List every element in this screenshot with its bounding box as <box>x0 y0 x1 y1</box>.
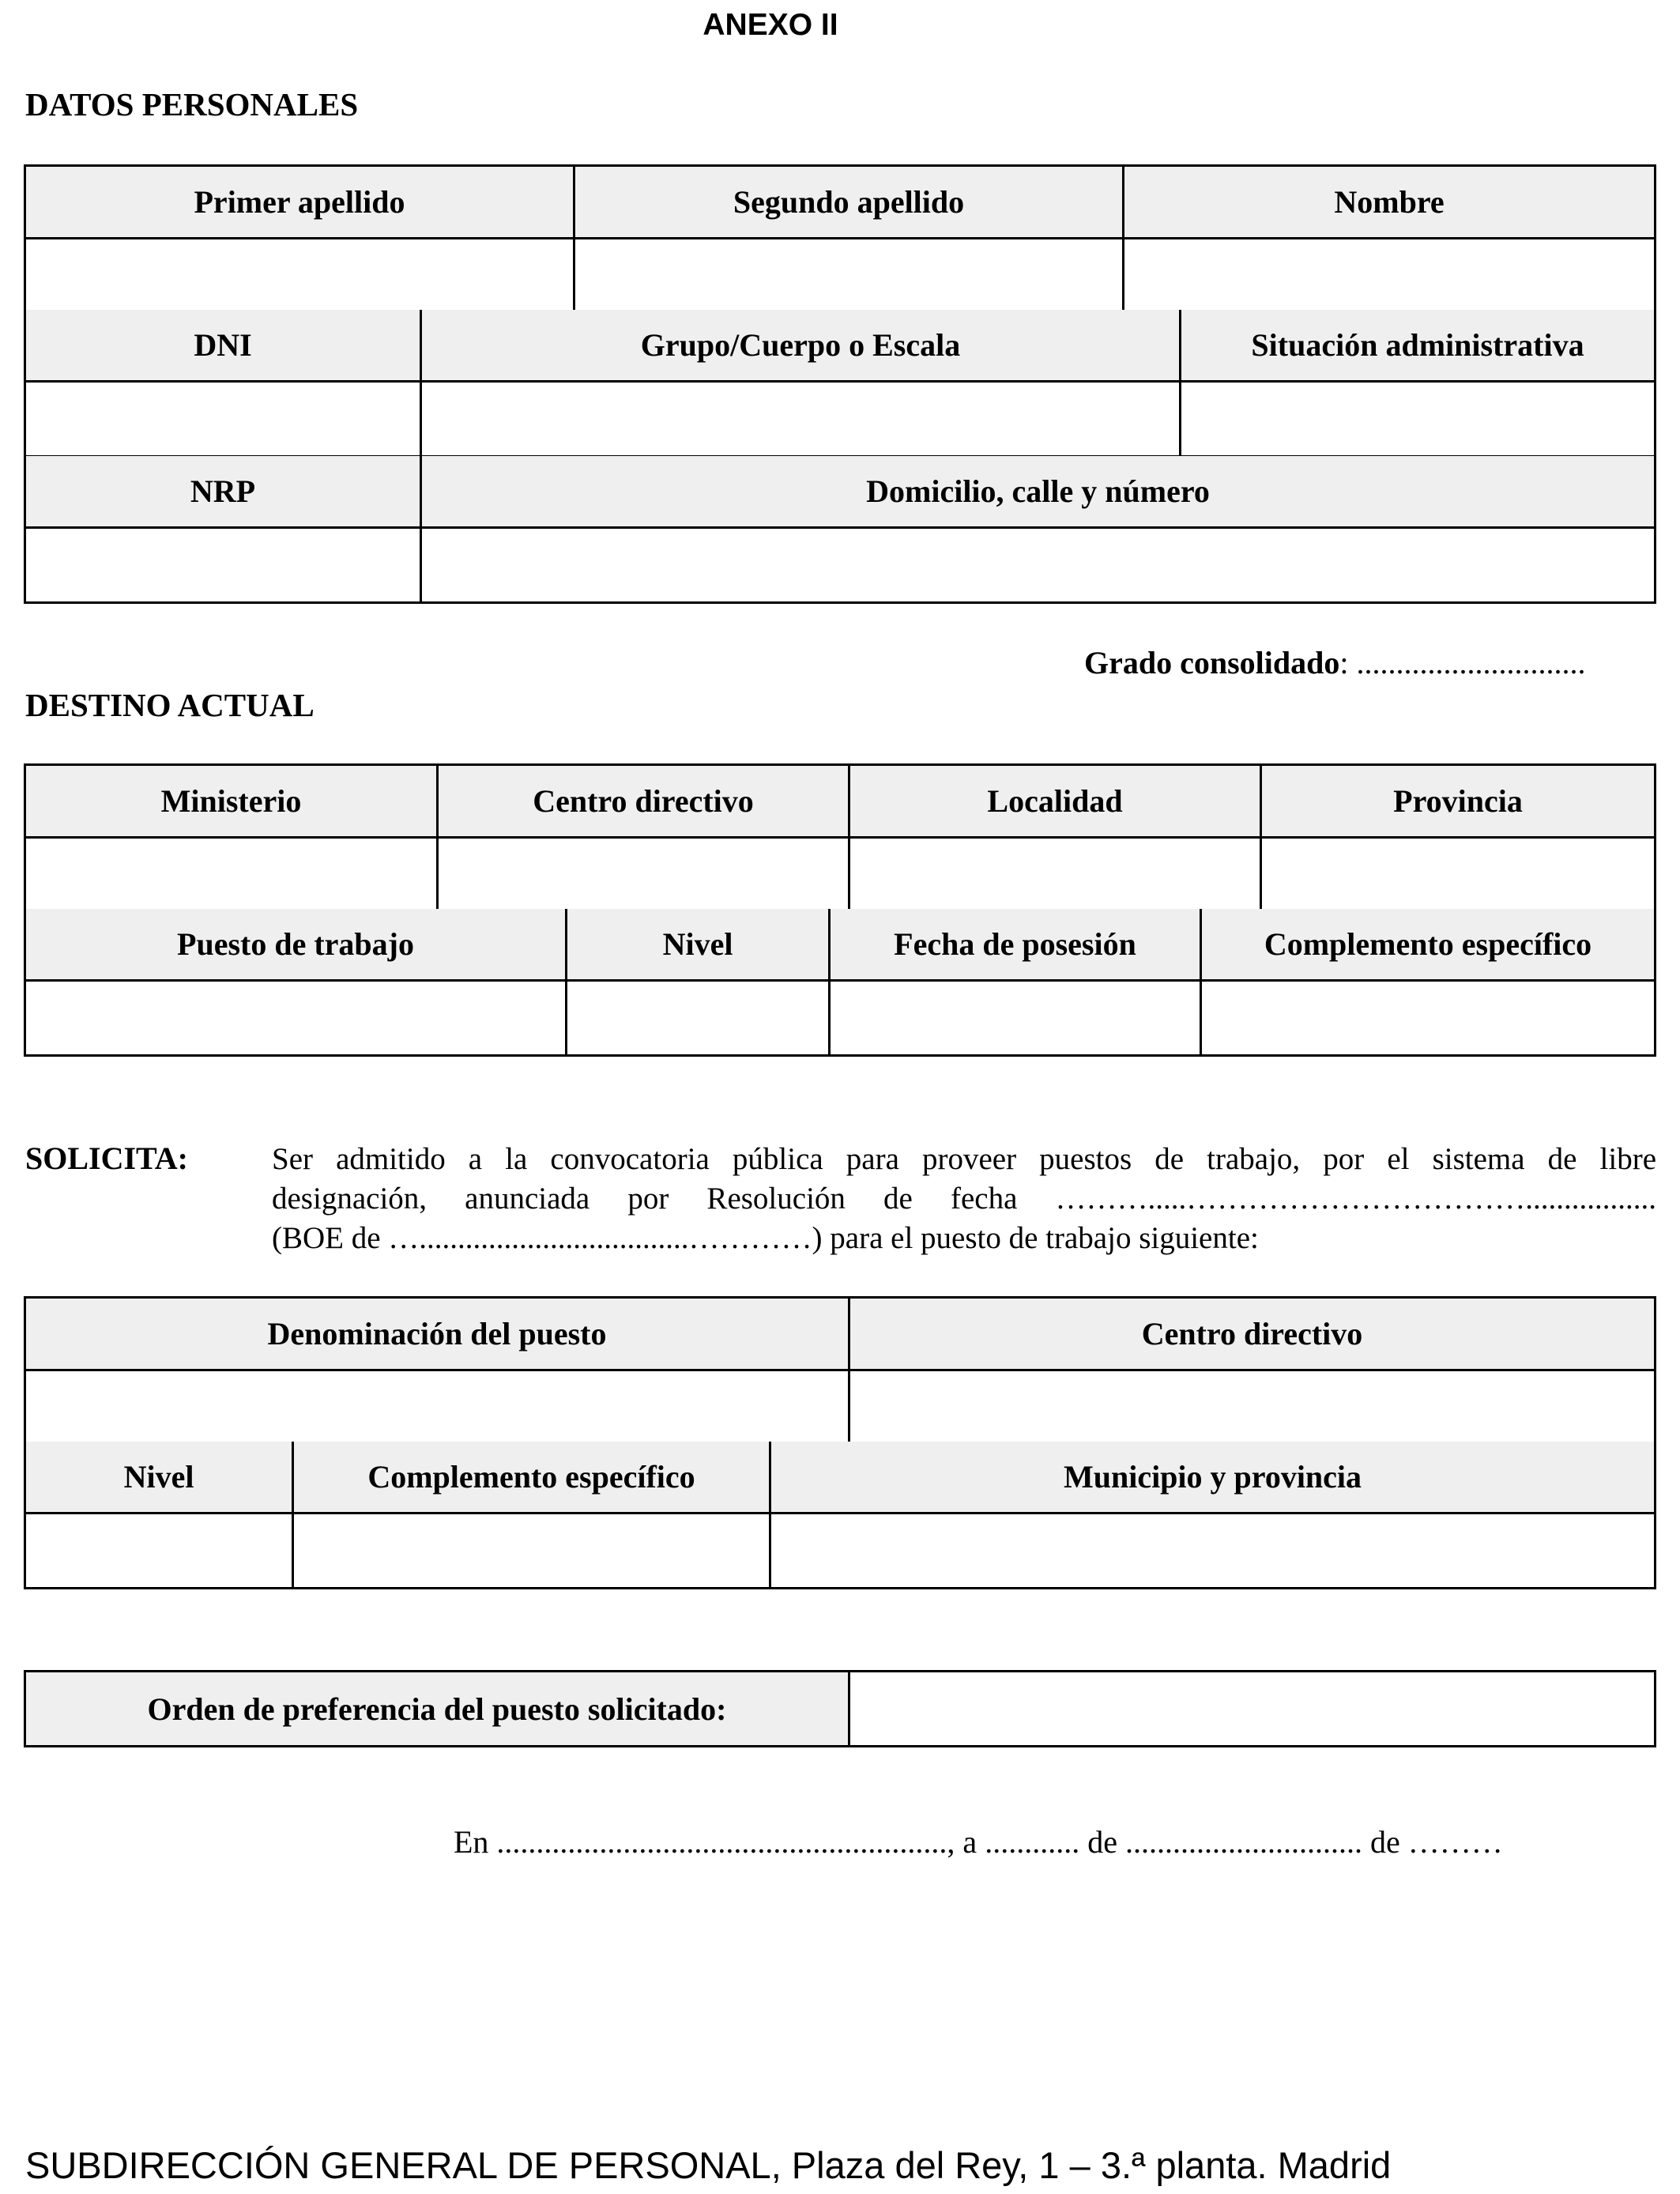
grado-consolidado-label: Grado consolidado <box>1084 645 1340 680</box>
destino-actual-table-location <box>24 763 1656 914</box>
header-ministerio: Ministerio <box>26 766 439 839</box>
header-grupo-cuerpo: Grupo/Cuerpo o Escala <box>422 310 1181 383</box>
datos-personales-table-nrp <box>24 456 1656 604</box>
destino-actual-table-puesto <box>24 909 1656 1057</box>
annex-title: ANEXO II <box>703 8 838 42</box>
header-complemento-especifico: Complemento específico <box>1202 909 1654 982</box>
header-primer-apellido: Primer apellido <box>26 167 575 239</box>
header-nrp: NRP <box>26 456 422 529</box>
denominacion-puesto-field[interactable] <box>26 1371 850 1444</box>
header-nivel: Nivel <box>567 909 831 982</box>
header-domicilio: Domicilio, calle y número <box>422 456 1654 529</box>
primer-apellido-field[interactable] <box>26 239 575 312</box>
centro-directivo-field[interactable] <box>439 839 850 911</box>
ministerio-field[interactable] <box>26 839 439 911</box>
header-provincia: Provincia <box>1262 766 1654 839</box>
header-situacion-administrativa: Situación administrativa <box>1181 310 1654 383</box>
solicita-line-3: (BOE de …...................................…………) para el puesto de trabajo siguiente: <box>272 1221 1259 1255</box>
puesto-solicitado-table-details <box>24 1442 1656 1589</box>
puesto-complemento-field[interactable] <box>294 1514 771 1587</box>
puesto-nivel-field[interactable] <box>26 1514 294 1587</box>
dni-field[interactable] <box>26 383 422 455</box>
segundo-apellido-field[interactable] <box>575 239 1124 312</box>
grado-consolidado <box>1084 644 1586 681</box>
nivel-field[interactable] <box>567 982 831 1054</box>
grupo-cuerpo-field[interactable] <box>422 383 1181 455</box>
header-segundo-apellido: Segundo apellido <box>575 167 1124 239</box>
puesto-de-trabajo-field[interactable] <box>26 982 567 1054</box>
orden-preferencia-field[interactable] <box>850 1672 1654 1745</box>
header-puesto-nivel: Nivel <box>26 1442 294 1514</box>
header-puesto-centro-directivo: Centro directivo <box>850 1299 1654 1371</box>
orden-preferencia-table <box>24 1670 1656 1747</box>
header-denominacion-puesto: Denominación del puesto <box>26 1299 850 1371</box>
puesto-solicitado-table-name <box>24 1296 1656 1446</box>
header-puesto-complemento: Complemento específico <box>294 1442 771 1514</box>
provincia-field[interactable] <box>1262 839 1654 911</box>
datos-personales-table-dni <box>24 310 1656 458</box>
nombre-field[interactable] <box>1124 239 1654 312</box>
header-centro-directivo: Centro directivo <box>439 766 850 839</box>
grado-consolidado-value[interactable]: : ............................. <box>1339 645 1586 680</box>
header-localidad: Localidad <box>850 766 1262 839</box>
fecha-posesion-field[interactable] <box>831 982 1202 1054</box>
footer-address: SUBDIRECCIÓN GENERAL DE PERSONAL, Plaza del Rey, 1 – 3.ª planta. Madrid <box>25 2144 1392 2186</box>
nrp-field[interactable] <box>26 529 422 601</box>
orden-preferencia-label: Orden de preferencia del puesto solicitado: <box>26 1672 850 1745</box>
header-puesto-de-trabajo: Puesto de trabajo <box>26 909 567 982</box>
domicilio-field[interactable] <box>422 529 1654 601</box>
header-fecha-posesion: Fecha de posesión <box>831 909 1202 982</box>
localidad-field[interactable] <box>850 839 1262 911</box>
datos-personales-heading: DATOS PERSONALES <box>25 86 359 123</box>
header-dni: DNI <box>26 310 422 383</box>
header-nombre: Nombre <box>1124 167 1654 239</box>
solicita-line-2: designación, anunciada por Resolución de fecha ……….....……………………………................. <box>272 1182 1656 1216</box>
situacion-administrativa-field[interactable] <box>1181 383 1654 455</box>
datos-personales-table-names <box>24 164 1656 315</box>
municipio-provincia-field[interactable] <box>771 1514 1654 1587</box>
complemento-especifico-field[interactable] <box>1202 982 1654 1054</box>
solicita-label: SOLICITA: <box>25 1140 188 1176</box>
destino-actual-heading: DESTINO ACTUAL <box>25 687 315 723</box>
solicita-line-1: Ser admitido a la convocatoria pública para proveer puestos de trabajo, por el sistema de libre <box>272 1142 1656 1176</box>
header-municipio-provincia: Municipio y provincia <box>771 1442 1654 1514</box>
solicita-text <box>272 1140 1656 1258</box>
puesto-centro-directivo-field[interactable] <box>850 1371 1654 1444</box>
place-date-line: En ........................................................., a ............ de .............................. de ……… <box>454 1824 1503 1860</box>
